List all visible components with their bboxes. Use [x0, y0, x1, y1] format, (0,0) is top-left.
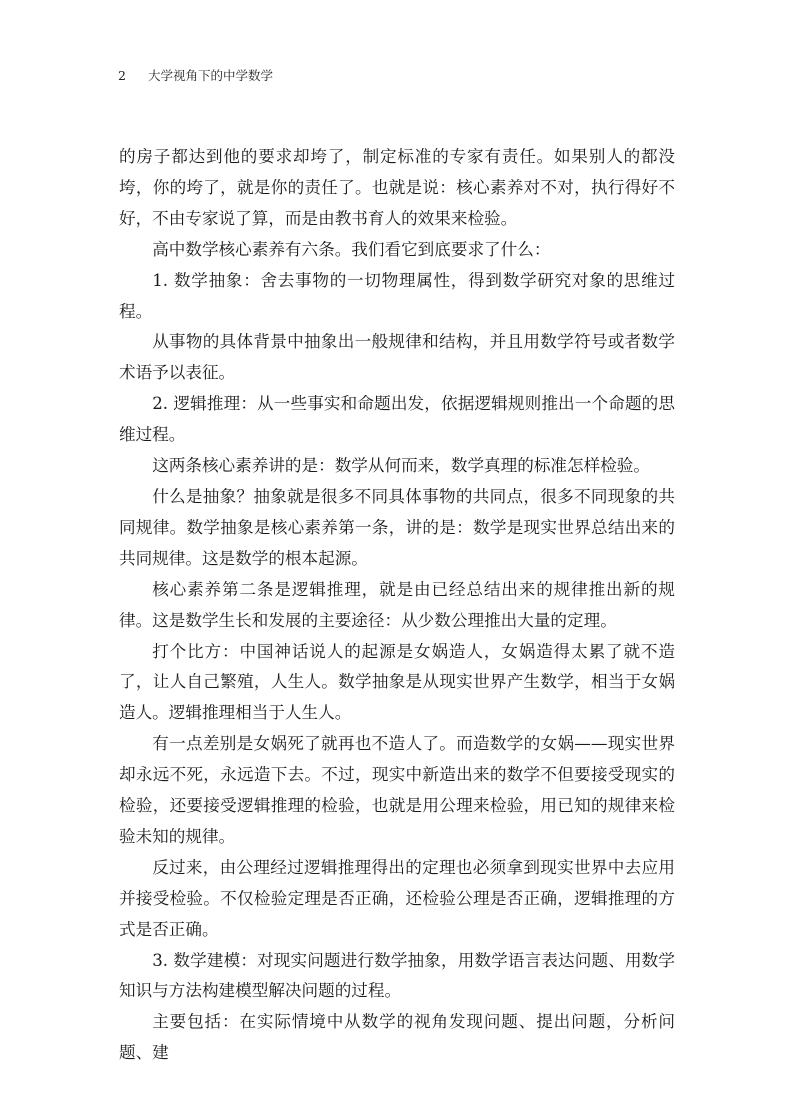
- page-number: 2: [118, 68, 126, 83]
- running-header: [118, 68, 273, 84]
- paragraph: 高中数学核心素养有六条。我们看它到底要求了什么：: [152, 239, 551, 259]
- paragraph: 从事物的具体背景中抽象出一般规律和结构，并且用数学符号或者数学术语予以表征。: [119, 332, 675, 383]
- paragraph: 反过来，由公理经过逻辑推理得出的定理也必须拿到现实世界中去应用并接受检验。不仅检验定理是否正确，还检验公理是否正确，逻辑推理的方式是否正确。: [119, 857, 675, 939]
- paragraph-continued: 的房子都达到他的要求却垮了，制定标准的专家有责任。如果别人的都没垮，你的垮了，就是你的责任了。也就是说：核心素养对不对，执行得好不好，不由专家说了算，而是由教书育人的效果来检验。: [119, 147, 675, 228]
- body-text: [119, 142, 675, 1069]
- book-title: 大学视角下的中学数学: [148, 68, 274, 83]
- paragraph: 核心素养第二条是逻辑推理，就是由已经总结出来的规律推出新的规律。这是数学生长和发展的主要途径：从少数公理推出大量的定理。: [119, 579, 675, 630]
- paragraph: 这两条核心素养讲的是：数学从何而来，数学真理的标准怎样检验。: [152, 456, 650, 476]
- paragraph-item-math-abstraction: 1. 数学抽象：舍去事物的一切物理属性，得到数学研究对象的思维过程。: [119, 270, 675, 321]
- paragraph: 什么是抽象？抽象就是很多不同具体事物的共同点，很多不同现象的共同规律。数学抽象是核心素养第一条，讲的是：数学是现实世界总结出来的共同规律。这是数学的根本起源。: [119, 486, 675, 568]
- paragraph: 主要包括：在实际情境中从数学的视角发现问题、提出问题，分析问题、建: [119, 1012, 675, 1063]
- paragraph: 有一点差别是女娲死了就再也不造人了。而造数学的女娲——现实世界却永远不死，永远造下去。不过，现实中新造出来的数学不但要接受现实的检验，还要接受逻辑推理的检验，也就是用公理来检验，用已知的规律来检验未知的规律。: [119, 734, 675, 846]
- paragraph-item-logical-reasoning: 2. 逻辑推理：从一些事实和命题出发，依据逻辑规则推出一个命题的思维过程。: [119, 394, 675, 445]
- paragraph: 打个比方：中国神话说人的起源是女娲造人，女娲造得太累了就不造了，让人自己繁殖，人生人。数学抽象是从现实世界产生数学，相当于女娲造人。逻辑推理相当于人生人。: [119, 641, 675, 723]
- paragraph-item-math-modeling: 3. 数学建模：对现实问题进行数学抽象，用数学语言表达问题、用数学知识与方法构建模型解决问题的过程。: [119, 950, 675, 1001]
